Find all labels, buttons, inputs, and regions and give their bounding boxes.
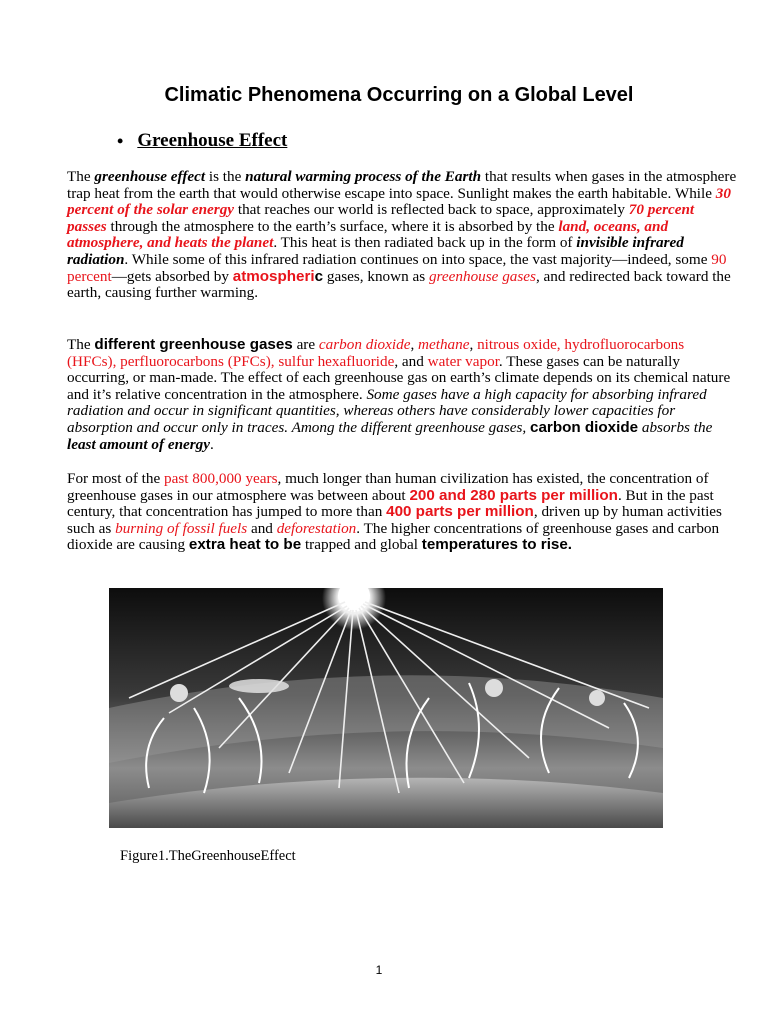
- page-title: Climatic Phenomena Occurring on a Global Level: [164, 84, 634, 106]
- highlight-run: water vapor: [427, 352, 499, 370]
- highlight-run: greenhouse gases: [428, 267, 536, 285]
- highlight-run: deforestation: [276, 519, 357, 537]
- text-run: , and redirected back toward the earth, causing further warming.: [67, 267, 731, 302]
- text-run: . But in the past century, that concentration has jumped to more than: [67, 486, 714, 521]
- molecule-icon: [170, 684, 188, 702]
- text-run: invisible infrared radiation: [67, 234, 684, 268]
- text-run: For most of the: [67, 470, 165, 487]
- text-run: c: [314, 267, 324, 285]
- section-heading-text: Greenhouse Effect: [137, 130, 288, 151]
- paragraph-greenhouse-definition: [67, 169, 737, 302]
- paragraph-concentration-history: [67, 471, 737, 554]
- highlight-run: atmospheri: [232, 267, 315, 285]
- highlight-run: 30 percent of the solar energy: [67, 184, 731, 219]
- text-run: that reaches our world is reflected back to space, approximately: [234, 201, 629, 219]
- text-run: is the: [205, 168, 246, 185]
- text-run: —gets absorbed by: [111, 267, 233, 285]
- text-run: .: [210, 435, 214, 453]
- text-run: The: [67, 168, 95, 185]
- text-run: . These gases can be naturally occurring, or man-made. The effect of each greenhouse gas on earth’s climate depends on its chemical nature and it’s relative concentration in the atmosphere.: [67, 352, 731, 403]
- text-run: trapped and global: [301, 536, 422, 554]
- highlight-run: methane: [418, 336, 470, 353]
- text-run: least amount of energy: [67, 435, 211, 453]
- text-run: different greenhouse gases: [94, 336, 293, 353]
- highlight-run: carbon dioxide: [318, 336, 411, 353]
- highlight-run: past 800,000 years: [164, 470, 278, 487]
- cloud-icon: [229, 679, 289, 693]
- highlight-run: 70 percent passes: [67, 201, 695, 235]
- text-run: , driven up by human activities such as: [67, 503, 722, 537]
- text-run: ,: [469, 336, 478, 353]
- paragraph-greenhouse-gases: [67, 337, 737, 453]
- text-run: . This heat is then radiated back up in the form of: [273, 234, 577, 252]
- text-run: ,: [410, 336, 419, 353]
- text-run: gases, known as: [323, 267, 429, 285]
- text-run: . While some of this infrared radiation continues on into space, the vast majority—indeed, some: [124, 250, 712, 268]
- molecule-icon: [485, 679, 503, 697]
- highlight-run: land, oceans, and atmosphere, and heats the planet: [67, 217, 669, 252]
- greenhouse-illustration: [109, 588, 663, 828]
- highlight-run: 90 percent: [67, 250, 727, 285]
- text-run: carbon dioxide: [530, 418, 639, 436]
- text-run: Some gases have a high capacity for absorbing infrared radiation and occur in significant quantities, whereas others have considerably lower capacities for absorption and occur only in traces. Among the different greenhouse gases,: [67, 385, 707, 436]
- highlight-run: nitrous oxide, hydrofluorocarbons (HFCs), perfluorocarbons (PFCs), sulfur hexafluoride: [67, 336, 685, 370]
- highlight-run: 400 parts per million: [386, 503, 534, 521]
- greenhouse-effect-figure: [109, 588, 663, 828]
- bullet-marker: •: [117, 130, 124, 151]
- section-heading: [117, 130, 287, 152]
- text-run: that results when gases in the atmosphere trap heat from the earth that would otherwise escape into space. Sunlight makes the earth habitable. While: [67, 168, 737, 202]
- figure-caption: Figure1.TheGreenhouseEffect: [120, 848, 296, 864]
- text-run: . The higher concentrations of greenhouse gases and carbon dioxide are causing: [67, 519, 720, 554]
- text-run: natural warming process of the Earth: [245, 168, 482, 185]
- text-run: through the atmosphere to the earth’s surface, where it is absorbed by the: [106, 217, 559, 235]
- highlight-run: 200 and 280 parts per million: [409, 486, 618, 504]
- text-run: temperatures to rise.: [421, 536, 573, 554]
- text-run: , much longer than human civilization has existed, the concentration of greenhouse gases in our atmosphere was between about: [67, 470, 709, 504]
- text-run: greenhouse effect: [94, 168, 206, 185]
- highlight-run: burning of fossil fuels: [115, 519, 248, 537]
- molecule-icon: [589, 690, 605, 706]
- text-run: absorbs the: [638, 418, 713, 436]
- text-run: are: [292, 336, 319, 353]
- text-run: The: [67, 336, 95, 353]
- text-run: , and: [394, 352, 428, 370]
- page-number: 1: [375, 963, 383, 977]
- text-run: and: [247, 519, 277, 537]
- text-run: extra heat to be: [188, 536, 302, 554]
